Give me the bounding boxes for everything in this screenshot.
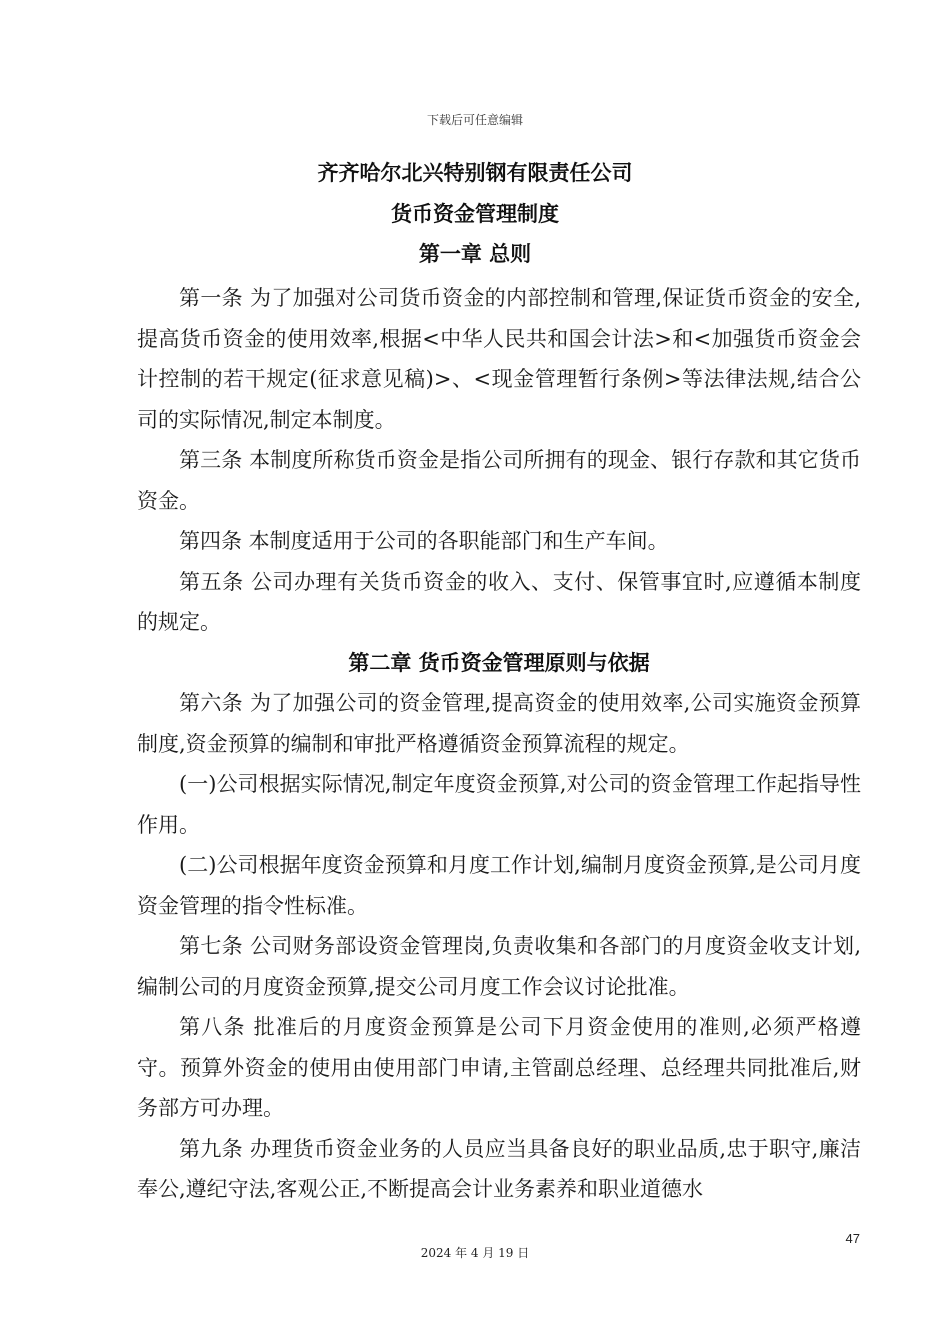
article-7: 第七条 公司财务部设资金管理岗,负责收集和各部门的月度资金收支计划,编制公司的月度资金预算,提交公司月度工作会议讨论批准。 xyxy=(137,934,861,999)
chapter-1-heading: 第一章 总则 xyxy=(418,242,532,266)
article-8: 第八条 批准后的月度资金预算是公司下月资金使用的准则,必须严格遵守。预算外资金的使用由使用部门申请,主管副总经理、总经理共同批准后,财务部方可办理。 xyxy=(137,1015,861,1120)
document-title: 货币资金管理制度 xyxy=(391,202,559,226)
article-3: 第三条 本制度所称货币资金是指公司所拥有的现金、银行存款和其它货币资金。 xyxy=(137,448,861,513)
article-5: 第五条 公司办理有关货币资金的收入、支付、保管事宜时,应遵循本制度的规定。 xyxy=(137,569,861,634)
footer-date: 2024 年 4 月 19 日 xyxy=(420,1246,530,1260)
header-note: 下载后可任意编辑 xyxy=(426,113,523,127)
article-6-item-2: (二)公司根据年度资金预算和月度工作计划,编制月度资金预算,是公司月度资金管理的指令性标准。 xyxy=(137,853,861,918)
article-1: 第一条 为了加强对公司货币资金的内部控制和管理,保证货币资金的安全,提高货币资金的使用效率,根据<中华人民共和国会计法>和<加强货币资金会计控制的若干规定(征求意见稿)>、<现金管理暂行条例>等法律法规,结合公司的实际情况,制定本制度。 xyxy=(137,286,861,432)
article-6: 第六条 为了加强公司的资金管理,提高资金的使用效率,公司实施资金预算制度,资金预算的编制和审批严格遵循资金预算流程的规定。 xyxy=(137,691,861,756)
article-4: 第四条 本制度适用于公司的各职能部门和生产车间。 xyxy=(179,529,669,553)
page-number: 47 xyxy=(845,1231,860,1246)
company-title: 齐齐哈尔北兴特别钢有限责任公司 xyxy=(317,161,633,185)
document-body xyxy=(137,278,861,1210)
article-9: 第九条 办理货币资金业务的人员应当具备良好的职业品质,忠于职守,廉洁奉公,遵纪守法,客观公正,不断提高会计业务素养和职业道德水 xyxy=(137,1136,861,1201)
chapter-2-heading: 第二章 货币资金管理原则与依据 xyxy=(348,650,650,675)
article-6-item-1: (一)公司根据实际情况,制定年度资金预算,对公司的资金管理工作起指导性作用。 xyxy=(137,772,861,837)
